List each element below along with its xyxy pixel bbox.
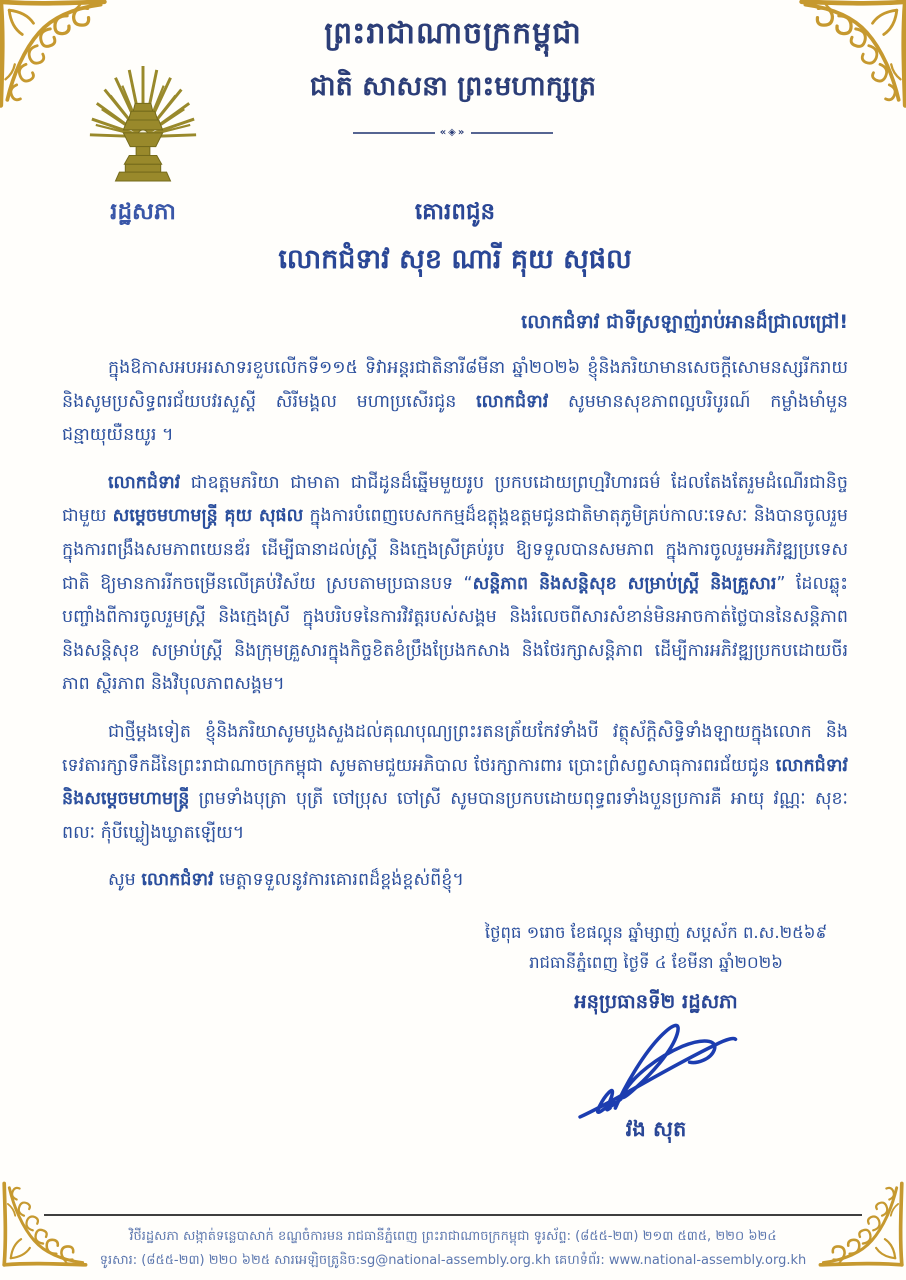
p1-text: សូមមានសុខភាពល្អបរិបូរណ៍ កម្លាំងមាំមួន ជន្មាយុយឺនយូរ ។ xyxy=(62,391,848,446)
greeting-line: លោកជំទាវ ជាទីស្រឡាញ់រាប់អានដ៏ជ្រាលជ្រៅ! xyxy=(521,311,848,333)
recipient-name: លោកជំទាវ សុខ ណារី គុយ សុផល xyxy=(278,244,632,275)
baysei-rays-emblem-icon xyxy=(84,58,202,188)
closing-bold-recipient: លោកជំទាវ xyxy=(141,870,214,891)
lunar-date-line: ថ្ងៃពុធ ១រោច ខែផល្គុន ឆ្នាំម្សាញ់ សប្តស័ក ព.ស.២៥៦៩ xyxy=(484,922,828,942)
emblem-label: រដ្ឋសភា xyxy=(110,199,176,225)
handwritten-signature-icon xyxy=(548,1018,764,1124)
divider-line xyxy=(471,132,553,134)
p2-text: ជាឧត្តមភរិយា ជាមាតា ជាជីដូនដ៏ឆ្នើមមួយរូប ប្រកបដោយព្រហ្មវិហារធម៌ ដែលតែងតែរួមដំណើរជានិច្ចជាមួយ xyxy=(62,472,848,527)
gregorian-date-line: រាជធានីភ្នំពេញ ថ្ងៃទី ៤ ខែមីនា ឆ្នាំ២០២៦ xyxy=(529,953,783,973)
p2-bold-samdech-name: សម្ដេចមហាមន្ត្រី គុយ សុផល xyxy=(112,506,304,527)
signature-block xyxy=(466,918,846,1147)
footer-rule xyxy=(44,1214,862,1216)
footer-address-phone: វិថីរដ្ឋសភា សង្កាត់ទន្លេបាសាក់ ខណ្ឌចំការមន រាជធានីភ្នំពេញ ព្រះរាជាណាចក្រកម្ពុជា ទូរស័ព្ទ: (៨៥៥-២៣) ២១៣ ៥៣៥, ២២០ ៦២៤ xyxy=(129,1228,777,1244)
p3-bold-names: លោកជំទាវ និងសម្ដេចមហាមន្ត្រី xyxy=(62,755,848,810)
divider-center-glyph: «◈» xyxy=(439,127,467,138)
letter-footer xyxy=(0,1214,906,1274)
p2-text: ក្នុងការបំពេញបេសកកម្មដ៏ឧត្តុង្គឧត្តមជូនជាតិមាតុភូមិគ្រប់កាលៈទេសៈ និងបានចូលរួមក្នុងការពង្រឹងសមភាពយេនឌ័រ ដើម្បីធានាដល់ស្ត្រី និងក្មេងស្រីគ្រប់រូប ឱ្យទទួលបានសមភាព ក្នុងការចូលរួមអភិវឌ្ឍប្រទេសជាតិ ឱ្យមានការរីកចម្រើនលើគ្រប់វិស័យ ស្របតាមប្រធានបទ “ xyxy=(62,506,848,594)
p1-text: ក្នុងឱកាសអបអរសាទរខួបលើកទី១១៥ ទិវាអន្តរជាតិនារី៨មីនា ឆ្នាំ២០២៦ ខ្ញុំនិងភរិយាមានសេចក្ដីសោមនស្សរីករាយ និងសូមប្រសិទ្ធពរជ័យបវរសួស្ដី សិរីមង្គល មហាប្រសើរជូន xyxy=(62,358,848,412)
kingdom-title: ព្រះរាជាណាចក្រកម្ពុជា xyxy=(324,16,582,51)
signer-name: វង សុត xyxy=(625,1116,687,1141)
letter-body xyxy=(62,198,848,1186)
signer-title: អនុប្រធានទី២ រដ្ឋសភា xyxy=(574,989,738,1013)
national-motto: ជាតិ សាសនា ព្រះមហាក្សត្រ xyxy=(309,71,597,102)
p1-bold-recipient: លោកជំទាវ xyxy=(476,391,549,412)
paragraph-1 xyxy=(62,352,848,453)
footer-fax-email-web: ទូរសារ: (៨៥៥-២៣) ២២០ ៦២៥ សារអេឡិចត្រូនិច:sg@national-assembly.org.kh គេហទំព័រ: www.national-assembly.org.kh xyxy=(99,1253,807,1269)
p3-text: ជាថ្មីម្ដងទៀត ខ្ញុំនិងភរិយាសូមបួងសួងដល់គុណបុណ្យព្រះរតនត្រ័យកែវទាំងបី វត្ថុស័ក្ដិសិទ្ធិទាំងឡាយក្នុងលោក និងទេវតារក្សាទឹកដីនៃព្រះរាជាណាចក្រកម្ពុជា សូមតាមជួយអភិបាល ថែរក្សាការពារ ប្រោះព្រំសព្វសាធុការពរជ័យជូន xyxy=(62,721,848,776)
header-divider-ornament-icon xyxy=(353,127,553,138)
p2-bold-theme: សន្តិភាព និងសន្តិសុខ សម្រាប់ស្ត្រី និងគ្រួសារ xyxy=(472,573,777,594)
p2-text: ” ដែលឆ្លុះបញ្ចាំងពីការចូលរួមស្ត្រី និងក្មេងស្រី ក្នុងបរិបទនៃការវិវត្តរបស់សង្គម និងរំលេចពីសារសំខាន់មិនអាចកាត់ថ្លៃបាននៃសន្តិភាព និងសន្តិសុខ សម្រាប់ស្ត្រី និងក្រុមគ្រួសារក្នុងកិច្ចខិតខំប្រឹងប្រែងកសាង និងថែរក្សាសន្តិភាព ដើម្បីការអភិវឌ្ឍប្រកបដោយចីរភាព ស្ថិរភាព និងវិបុលភាពសង្គម។ xyxy=(62,573,848,695)
paragraph-3 xyxy=(62,716,848,850)
closing-text: សូម xyxy=(108,870,142,891)
closing-text: មេត្តាទទួលនូវការគោរពដ៏ខ្ពង់ខ្ពស់ពីខ្ញុំ។ xyxy=(213,870,464,891)
p3-text: ព្រមទាំងបុត្រា បុត្រី ចៅប្រុស ចៅស្រី សូមបានប្រកបដោយពុទ្ធពរទាំងបួនប្រការគឺ អាយុ វណ្ណៈ សុខៈ ពលៈ កុំបីឃ្លៀងឃ្លាតឡើយ។ xyxy=(62,789,848,843)
divider-line xyxy=(353,132,435,134)
p2-bold-recipient: លោកជំទាវ xyxy=(108,472,181,493)
paragraph-2 xyxy=(62,467,848,702)
closing-line xyxy=(62,864,848,898)
salutation-honor: គោរពជូន xyxy=(414,199,496,225)
